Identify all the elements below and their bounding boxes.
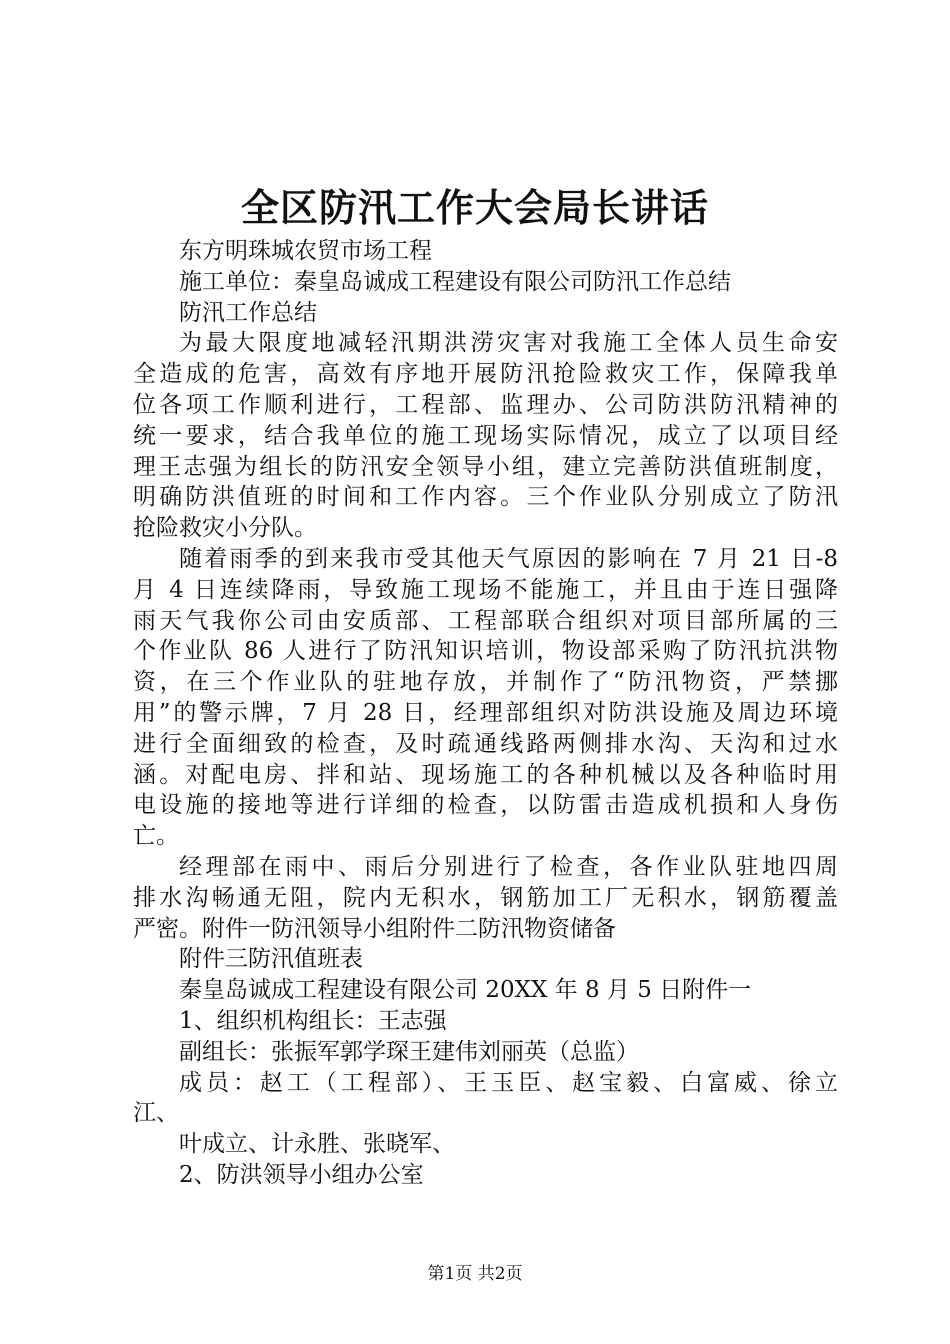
text-line: 雨天气我你公司由安质部、工程部联合组织对项目部所属的三 (133, 607, 838, 634)
text-line: 资，在三个作业队的驻地存放，并制作了“防汛物资，严禁挪 (133, 669, 838, 696)
text-line: 电设施的接地等进行详细的检查，以防雷击造成机损和人身伤 (133, 792, 838, 819)
text-line: 亡。 (133, 823, 179, 850)
text-line: 随着雨季的到来我市受其他天气原因的影响在 7 月 21 日-8 (179, 545, 838, 572)
text-line: 明确防洪值班的时间和工作内容。三个作业队分别成立了防汛 (133, 484, 838, 511)
text-line: 抢险救灾小分队。 (133, 515, 317, 542)
text-line: 1、组织机构组长：王志强 (179, 1007, 447, 1034)
text-line: 防汛工作总结 (179, 299, 317, 326)
text-line: 全造成的危害，高效有序地开展防汛抢险救灾工作，保障我单 (133, 361, 838, 388)
text-line: 统一要求，结合我单位的施工现场实际情况，成立了以项目经 (133, 422, 838, 449)
text-line: 位各项工作顺利进行，工程部、监理办、公司防洪防汛精神的 (133, 391, 838, 418)
text-line: 副组长：张振军郭学琛王建伟刘丽英（总监） (179, 1038, 639, 1065)
text-line: 用”的警示牌，7 月 28 日，经理部组织对防洪设施及周边环境 (133, 699, 838, 726)
text-line: 严密。附件一防汛领导小组附件二防汛物资储备 (133, 915, 616, 942)
text-line: 2、防洪领导小组办公室 (179, 1161, 424, 1188)
text-line: 为最大限度地减轻汛期洪涝灾害对我施工全体人员生命安 (179, 330, 838, 357)
text-line: 成员：赵工（工程部）、王玉臣、赵宝毅、白富威、徐立 (179, 1069, 838, 1096)
text-line: 东方明珠城农贸市场工程 (179, 238, 432, 264)
document-title: 全区防汛工作大会局长讲话 (240, 185, 709, 230)
document-body (133, 236, 838, 1191)
text-line: 涵。对配电房、拌和站、现场施工的各种机械以及各种临时用 (133, 761, 838, 788)
text-line: 施工单位：秦皇岛诚成工程建设有限公司防汛工作总结 (179, 268, 731, 295)
text-line: 个作业队 86 人进行了防汛知识培训，物设部采购了防汛抗洪物 (133, 638, 838, 665)
text-line: 江、 (133, 1100, 179, 1127)
text-line: 叶成立、计永胜、张晓军、 (179, 1131, 455, 1158)
text-line: 秦皇岛诚成工程建设有限公司 20XX 年 8 月 5 日附件一 (179, 977, 752, 1004)
text-line: 经理部在雨中、雨后分别进行了检查，各作业队驻地四周 (179, 853, 838, 880)
page-footer: 第1页 共2页 (427, 1264, 523, 1284)
text-line: 理王志强为组长的防汛安全领导小组，建立完善防洪值班制度， (133, 453, 838, 480)
text-line: 进行全面细致的检查，及时疏通线路两侧排水沟、天沟和过水 (133, 730, 838, 757)
text-line: 附件三防汛值班表 (179, 946, 363, 973)
text-line: 排水沟畅通无阻，院内无积水，钢筋加工厂无积水，钢筋覆盖 (133, 884, 838, 911)
text-line: 月 4 日连续降雨，导致施工现场不能施工，并且由于连日强降 (133, 576, 838, 603)
